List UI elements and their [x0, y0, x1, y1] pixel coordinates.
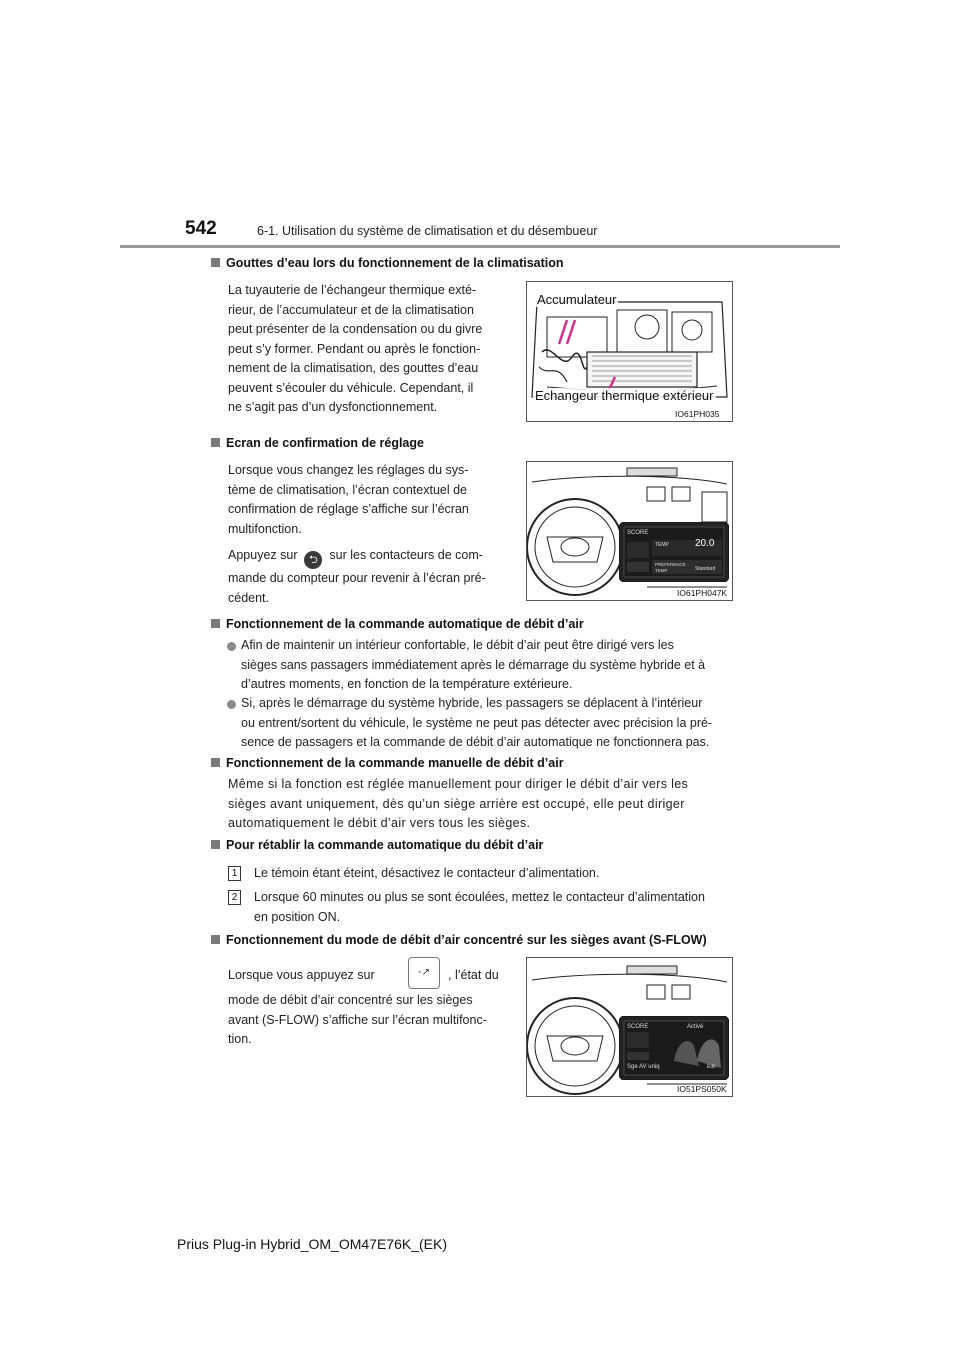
step-number-1: 1	[228, 866, 241, 881]
text-line: sence de passagers et la commande de débit d’air automatique ne fonctionnera pas.	[241, 735, 710, 749]
text-fragment: Appuyez sur	[228, 548, 298, 562]
screen-standard: Standard	[695, 566, 716, 572]
section-title: Fonctionnement de la commande automatique de débit d’air	[226, 617, 584, 631]
dashboard-figure-confirm	[526, 461, 733, 601]
text-line: confirmation de réglage s’affiche sur l’écran	[228, 502, 469, 516]
section-heading-water-drops	[211, 256, 564, 270]
text-line: Lorsque 60 minutes ou plus se sont écoulées, mettez le contacteur d’alimentation	[254, 890, 705, 904]
text-line: Même si la fonction est réglée manuellement pour diriger le débit d’air vers les	[228, 777, 689, 791]
section-heading-manual-airflow	[211, 756, 564, 770]
text-line: multifonction.	[228, 521, 302, 536]
screen-preference-temp: TEMP	[655, 568, 668, 573]
bullet-text-1	[241, 636, 751, 695]
text-fragment: sur les contacteurs de com-	[329, 548, 483, 562]
section-heading-restore	[211, 838, 543, 852]
section-square-icon	[211, 258, 220, 267]
paragraph-sflow	[228, 991, 504, 1050]
section-title: Gouttes d’eau lors du fonctionnement de la climatisation	[226, 256, 564, 270]
section-square-icon	[211, 438, 220, 447]
section-title: Fonctionnement de la commande manuelle de débit d’air	[226, 756, 564, 770]
step-number-2: 2	[228, 890, 241, 905]
text-line: tème de climatisation, l’écran contextuel de	[228, 482, 468, 497]
footer-document-id: Prius Plug-in Hybrid_OM_OM47E76K_(EK)	[177, 1236, 447, 1252]
screen-active: Activé	[687, 1024, 704, 1030]
text-line: sièges sans passagers immédiatement après le démarrage du système hybride et à	[241, 657, 706, 672]
text-line-sflow-a: Lorsque vous appuyez sur	[228, 968, 375, 982]
screen-temp-value: 20.0	[695, 538, 715, 549]
section-square-icon	[211, 840, 220, 849]
bullet-icon	[227, 642, 236, 651]
bullet-icon	[227, 700, 236, 709]
text-line: d’autres moments, en fonction de la température extérieure.	[241, 677, 573, 691]
section-square-icon	[211, 935, 220, 944]
text-line-sflow-b: , l’état du	[448, 968, 499, 982]
text-line: cédent.	[228, 590, 270, 605]
section-title: Ecran de confirmation de réglage	[226, 436, 424, 450]
text-line: ou entrent/sortent du véhicule, le système ne peut pas détecter avec précision la pré-	[241, 715, 713, 730]
text-line-with-icon	[228, 546, 504, 569]
chapter-title: 6-1. Utilisation du système de climatisation et du désembueur	[257, 224, 598, 238]
section-heading-sflow	[211, 933, 707, 947]
bullet-text-2	[241, 694, 756, 753]
screen-score: SCORE	[627, 530, 649, 536]
text-line: mande du compteur pour revenir à l’écran pré-	[228, 571, 486, 585]
paragraph-manual-airflow	[228, 775, 748, 834]
label-accumulator: Accumulateur	[537, 292, 617, 307]
text-line: en position ON.	[254, 909, 341, 924]
paragraph-confirm-screen	[228, 461, 504, 608]
step-text-2	[254, 888, 754, 927]
page-number: 542	[185, 218, 217, 239]
spacer	[228, 539, 504, 546]
text-line: mode de débit d’air concentré sur les sièges	[228, 993, 473, 1007]
figure-code: IO61PH047K	[677, 588, 728, 598]
text-line: Lorsque vous changez les réglages du sys-	[228, 463, 469, 477]
text-line: sièges avant uniquement, dès qu’un siège arrière est occupé, elle peut diriger	[228, 796, 685, 811]
text-line: Afin de maintenir un intérieur confortable, le débit d’air peut être dirigé vers les	[241, 638, 674, 652]
screen-score: SCORE	[627, 1024, 649, 1030]
screen-mode: Sge AV uniq	[627, 1064, 660, 1070]
paragraph-water-drops	[228, 281, 504, 418]
text-line: peut s’y former. Pendant ou après le fonction-	[228, 341, 481, 356]
section-title: Pour rétablir la commande automatique du débit d’air	[226, 838, 544, 852]
section-heading-auto-airflow	[211, 617, 584, 631]
text-line: peut présenter de la condensation ou du givre	[228, 322, 483, 336]
section-title: Fonctionnement du mode de débit d’air concentré sur les sièges avant (S-FLOW)	[226, 933, 707, 947]
screen-temp: TEMP	[655, 542, 669, 548]
text-line: La tuyauterie de l’échangeur thermique exté-	[228, 283, 477, 297]
text-line: automatiquement le débit d’air vers tous les sièges.	[228, 816, 531, 830]
header-rule	[120, 245, 840, 248]
sflow-button-icon: ◦↗	[408, 957, 440, 989]
step-text-1: Le témoin étant éteint, désactivez le contacteur d’alimentation.	[254, 866, 600, 880]
section-heading-confirm-screen	[211, 436, 424, 450]
text-line: tion.	[228, 1032, 252, 1046]
figure-code: IO51PS050K	[677, 1084, 727, 1094]
label-exchanger: Echangeur thermique extérieur	[535, 388, 714, 403]
back-button-icon: ⮌	[304, 551, 322, 569]
text-line: Si, après le démarrage du système hybride, les passagers se déplacent à l’intérieur	[241, 696, 703, 710]
dashboard-figure-sflow	[526, 957, 733, 1097]
figure-code: IO61PH035	[675, 409, 720, 419]
screen-edit: Edit	[707, 1064, 716, 1070]
section-square-icon	[211, 619, 220, 628]
section-square-icon	[211, 758, 220, 767]
screen-preference: PREFERENCE	[655, 562, 686, 567]
text-line: nement de la climatisation, des gouttes d’eau	[228, 361, 479, 375]
text-line: peuvent s’écouler du véhicule. Cependant, il	[228, 380, 474, 395]
text-line: ne s’agit pas d’un dysfonctionnement.	[228, 400, 438, 414]
text-line: rieur, de l’accumulateur et de la climatisation	[228, 302, 474, 317]
engine-bay-figure	[526, 281, 733, 422]
text-line: avant (S-FLOW) s’affiche sur l’écran multifonc-	[228, 1012, 487, 1027]
